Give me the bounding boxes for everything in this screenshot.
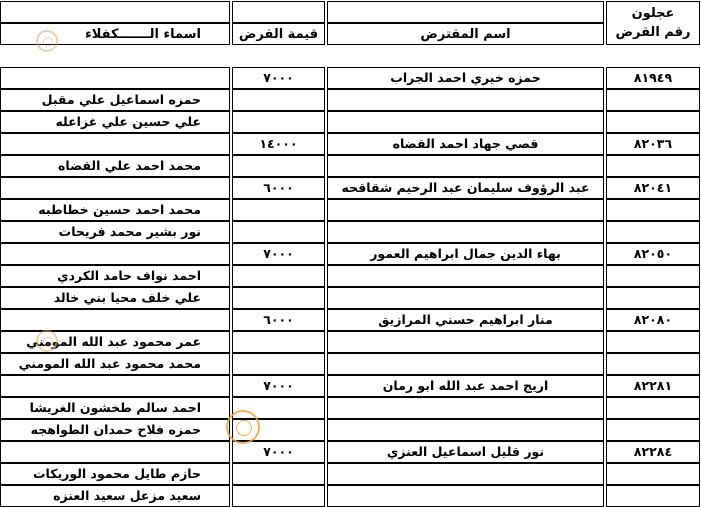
blank-cell	[327, 419, 604, 441]
blank-cell	[606, 111, 700, 133]
header-loan-number	[606, 1, 700, 45]
loan-amount: ١٤٠٠٠	[232, 133, 325, 155]
blank-cell	[232, 485, 325, 507]
header-borrower: اسم المقترض	[327, 23, 604, 45]
blank-cell	[606, 265, 700, 287]
guarantor-blank	[0, 177, 230, 199]
seal-stamp-icon	[36, 30, 58, 52]
guarantor-blank	[0, 243, 230, 265]
blank-cell	[232, 199, 325, 221]
loan-amount: ٧٠٠٠	[232, 441, 325, 463]
blank-cell	[232, 221, 325, 243]
header-blank	[327, 1, 604, 23]
guarantor-name: علي حسين علي غزاعله	[0, 111, 230, 133]
borrower-name: قصي جهاد احمد القضاه	[327, 133, 604, 155]
borrower-name: عبد الرؤوف سليمان عبد الرحيم شقاقحه	[327, 177, 604, 199]
loan-number: ٨٢٠٣٦	[606, 133, 700, 155]
blank-cell	[606, 397, 700, 419]
blank-cell	[606, 155, 700, 177]
blank-cell	[606, 353, 700, 375]
borrower-name: حمزه خيري احمد الجراب	[327, 67, 604, 89]
seal-stamp-icon	[226, 410, 260, 444]
guarantor-blank	[0, 133, 230, 155]
branch-name: عجلون	[631, 6, 675, 21]
borrower-name: اريج احمد عبد الله ابو رمان	[327, 375, 604, 397]
guarantor-name: عمر محمود عبد الله المومني	[0, 331, 230, 353]
guarantor-name: علي خلف محيا بني خالد	[0, 287, 230, 309]
blank-cell	[232, 287, 325, 309]
loan-number: ٨٢٠٨٠	[606, 309, 700, 331]
guarantor-name: محمد محمود عبد الله المومني	[0, 353, 230, 375]
blank-cell	[606, 331, 700, 353]
loan-amount: ٦٠٠٠	[232, 177, 325, 199]
blank-cell	[606, 419, 700, 441]
blank-cell	[606, 463, 700, 485]
loan-number: ٨٢٠٥٠	[606, 243, 700, 265]
blank-cell	[327, 331, 604, 353]
loan-amount: ٧٠٠٠	[232, 243, 325, 265]
guarantor-name: احمد نواف حامد الكردي	[0, 265, 230, 287]
blank-cell	[327, 265, 604, 287]
blank-cell	[232, 155, 325, 177]
blank-cell	[327, 221, 604, 243]
blank-cell	[606, 89, 700, 111]
guarantor-name: حازم طايل محمود الوريكات	[0, 463, 230, 485]
guarantor-name: محمد احمد علي القضاه	[0, 155, 230, 177]
header-blank	[0, 1, 230, 23]
blank-cell	[232, 331, 325, 353]
blank-cell	[232, 265, 325, 287]
header-blank	[232, 1, 325, 23]
blank-cell	[606, 287, 700, 309]
guarantor-name: سعيد مزعل سعيد العنزه	[0, 485, 230, 507]
blank-cell	[327, 287, 604, 309]
loan-amount: ٧٠٠٠	[232, 67, 325, 89]
guarantor-name: نور بشير محمد فريحات	[0, 221, 230, 243]
borrower-name: منار ابراهيم حسني المرازيق	[327, 309, 604, 331]
guarantor-blank	[0, 441, 230, 463]
borrower-name: نور قليل اسماعيل العنزي	[327, 441, 604, 463]
blank-cell	[327, 89, 604, 111]
blank-cell	[606, 221, 700, 243]
blank-cell	[327, 111, 604, 133]
blank-cell	[327, 397, 604, 419]
loan-number-header: رقم القرض	[615, 25, 691, 40]
loan-number: ٨١٩٤٩	[606, 67, 700, 89]
loan-number: ٨٢٢٨١	[606, 375, 700, 397]
loan-number: ٨٢٠٤١	[606, 177, 700, 199]
loan-amount: ٧٠٠٠	[232, 375, 325, 397]
blank-cell	[327, 353, 604, 375]
loan-number: ٨٢٢٨٤	[606, 441, 700, 463]
guarantor-name: احمد سالم طخشون الغريشا	[0, 397, 230, 419]
blank-cell	[606, 199, 700, 221]
guarantor-blank	[0, 67, 230, 89]
blank-cell	[606, 485, 700, 507]
blank-cell	[232, 111, 325, 133]
guarantor-blank	[0, 309, 230, 331]
blank-cell	[327, 485, 604, 507]
borrower-name: بهاء الدين جمال ابراهيم العمور	[327, 243, 604, 265]
blank-cell	[232, 463, 325, 485]
header-guarantors: اسماء الـــــــكفلاء	[0, 23, 230, 45]
loan-amount: ٦٠٠٠	[232, 309, 325, 331]
blank-cell	[327, 463, 604, 485]
blank-cell	[232, 89, 325, 111]
guarantor-blank	[0, 375, 230, 397]
blank-cell	[232, 353, 325, 375]
blank-cell	[327, 155, 604, 177]
guarantor-name: حمزه اسماعيل علي مقبل	[0, 89, 230, 111]
blank-cell	[327, 199, 604, 221]
guarantor-name: محمد احمد حسين خطاطبه	[0, 199, 230, 221]
guarantor-name: حمزه فلاح حمدان الطواهجه	[0, 419, 230, 441]
seal-stamp-icon	[36, 330, 58, 352]
header-amount: قيمة القرض	[232, 23, 325, 45]
